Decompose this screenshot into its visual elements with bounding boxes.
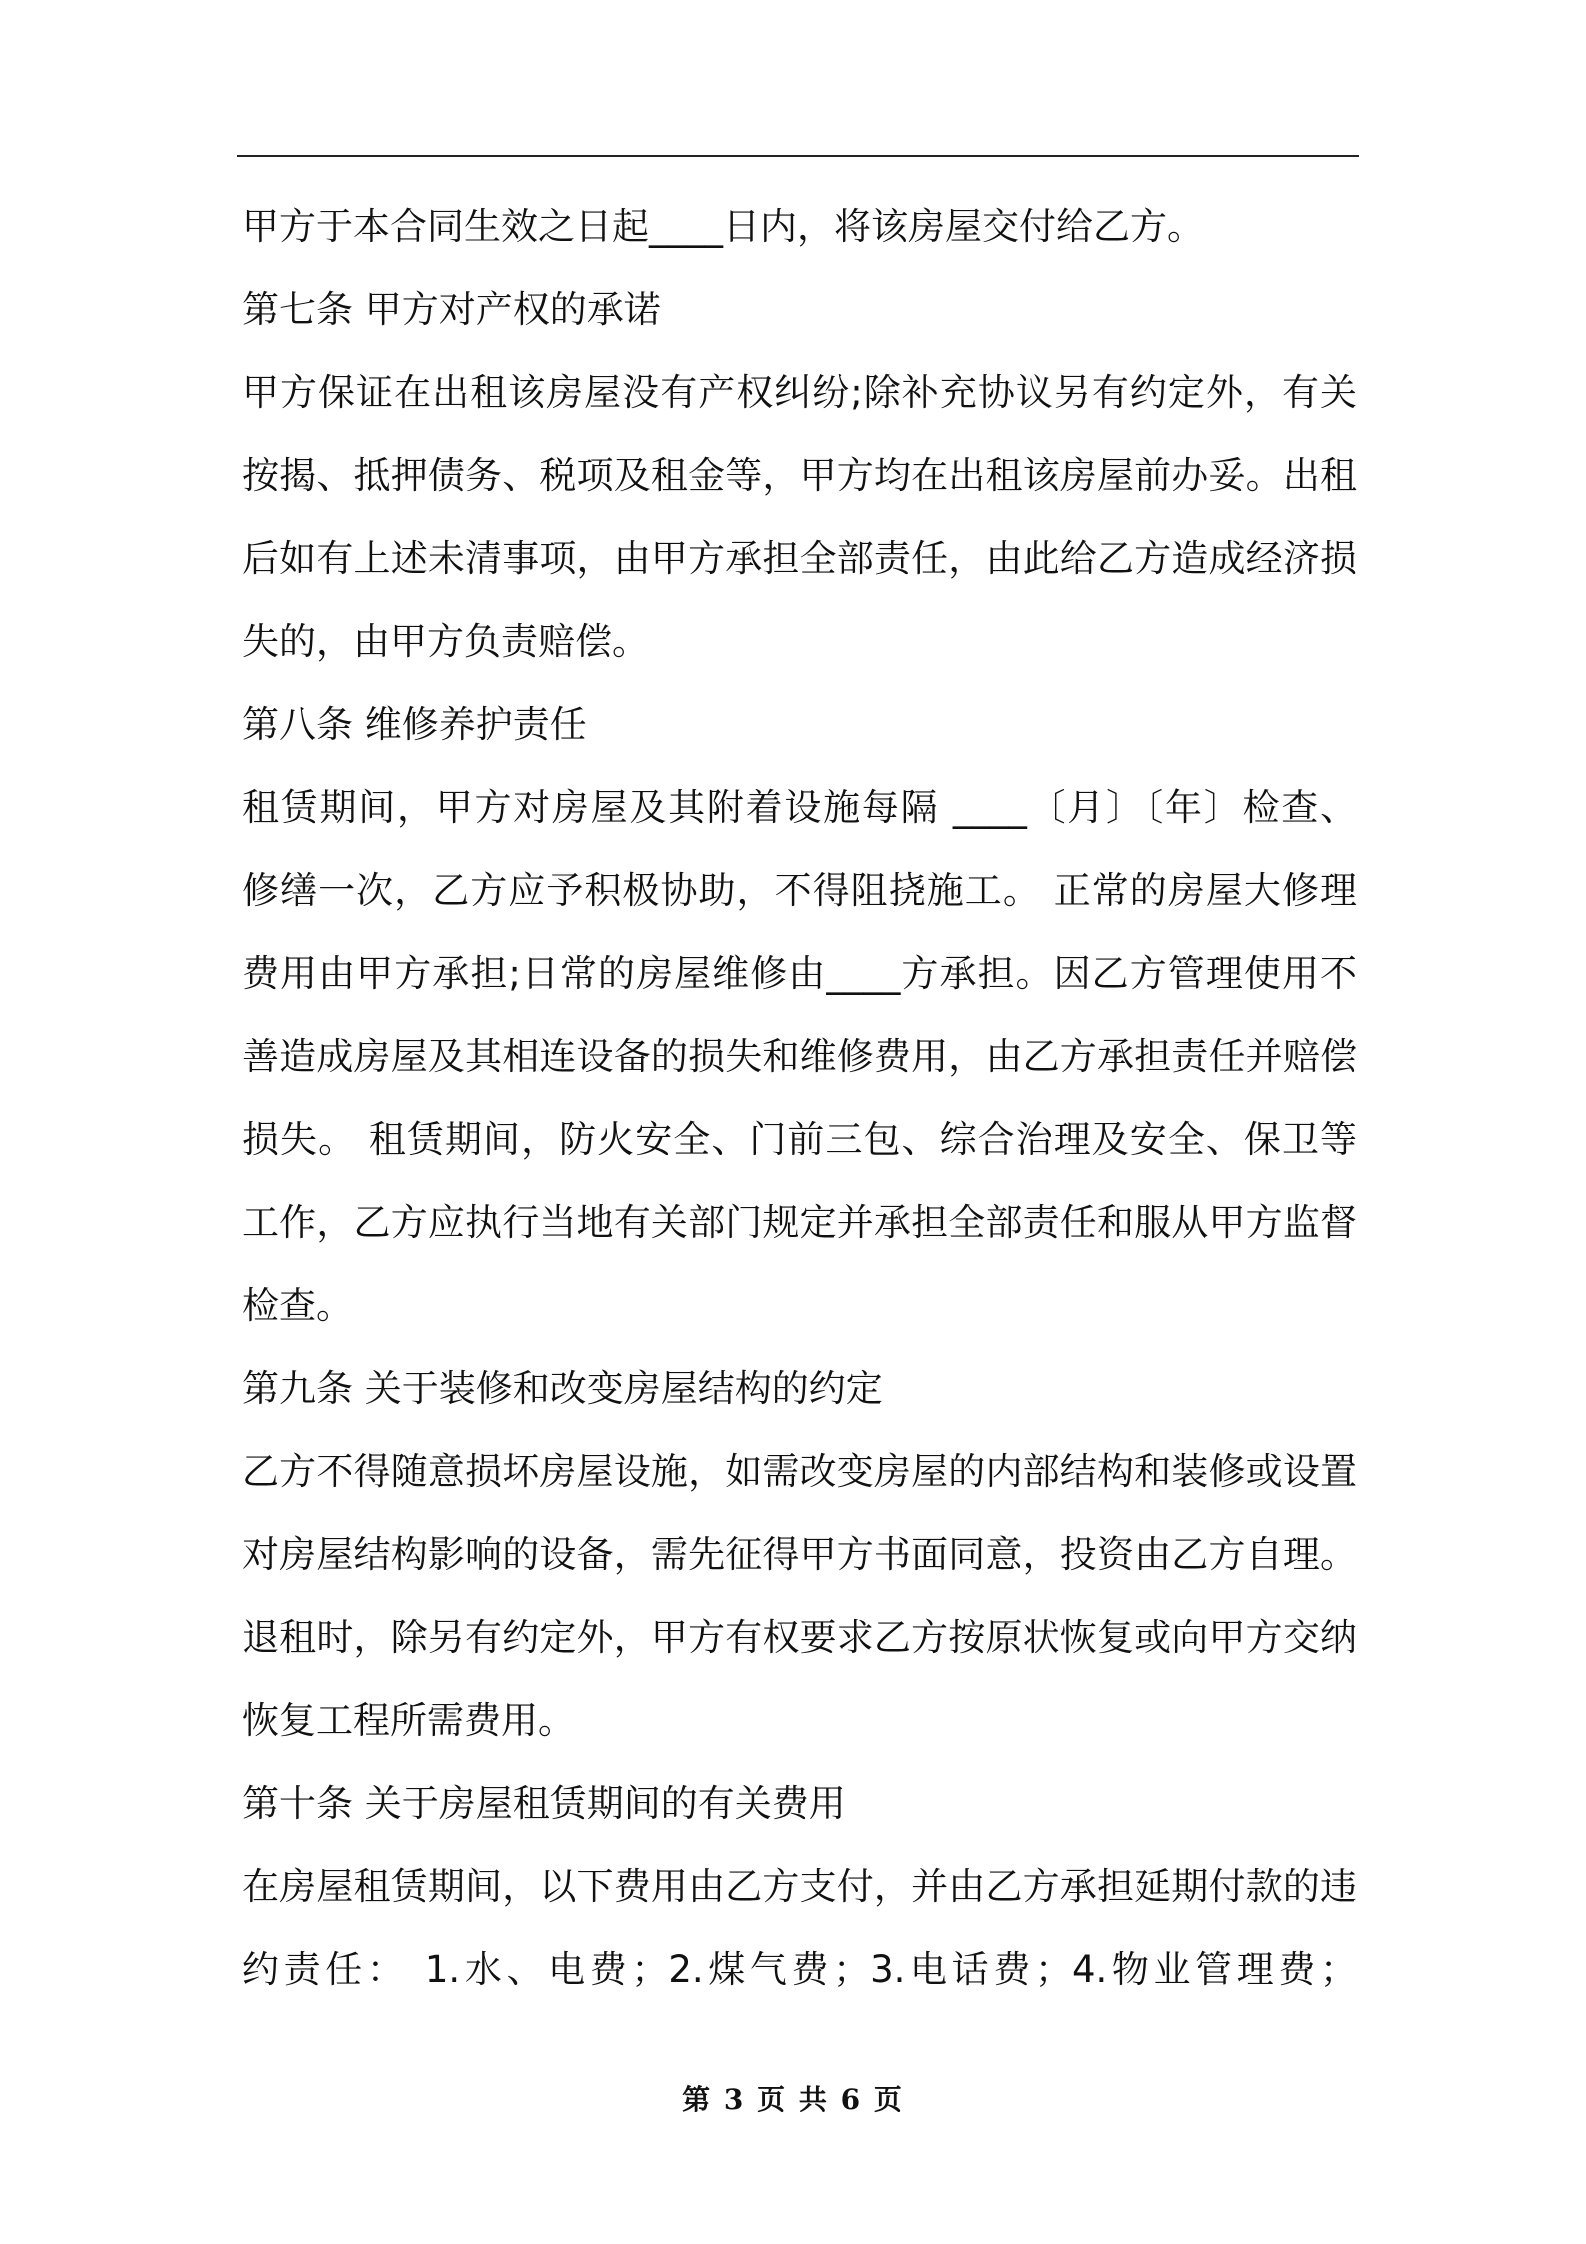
article-heading: 第十条 关于房屋租赁期间的有关费用 [242, 1782, 846, 1825]
text-line: 甲方保证在出租该房屋没有产权纠纷;除补充协议另有约定外，有关 [242, 371, 1357, 414]
text-line: 乙方不得随意损坏房屋设施，如需改变房屋的内部结构和装修或设置 [242, 1450, 1357, 1493]
text-line: 检查。 [242, 1284, 353, 1327]
article-heading: 第八条 维修养护责任 [242, 703, 587, 746]
page-number: 第 3 页 共 6 页 [682, 2083, 904, 2116]
text-line: 租赁期间，甲方对房屋及其附着设施每隔 ____〔月〕〔年〕检查、 [242, 786, 1357, 829]
text-line: 失的，由甲方负责赔偿。 [242, 620, 649, 663]
text-line: 退租时，除另有约定外，甲方有权要求乙方按原状恢复或向甲方交纳 [242, 1616, 1357, 1659]
text-line: 损失。 租赁期间，防火安全、门前三包、综合治理及安全、保卫等 [242, 1118, 1357, 1161]
document-body [242, 185, 1357, 2011]
text-line: 善造成房屋及其相连设备的损失和维修费用，由乙方承担责任并赔偿 [242, 1035, 1357, 1078]
text-line: 后如有上述未清事项，由甲方承担全部责任，由此给乙方造成经济损 [242, 537, 1357, 580]
text-line: 工作，乙方应执行当地有关部门规定并承担全部责任和服从甲方监督 [242, 1201, 1357, 1244]
text-line: 修缮一次，乙方应予积极协助，不得阻挠施工。 正常的房屋大修理 [242, 869, 1357, 912]
text-line: 恢复工程所需费用。 [242, 1699, 575, 1742]
article-heading: 第九条 关于装修和改变房屋结构的约定 [242, 1367, 883, 1410]
text-line: 对房屋结构影响的设备，需先征得甲方书面同意，投资由乙方自理。 [242, 1533, 1357, 1576]
article-heading: 第七条 甲方对产权的承诺 [242, 288, 661, 331]
text-line: 费用由甲方承担;日常的房屋维修由____方承担。因乙方管理使用不 [242, 952, 1357, 995]
header-rule [237, 155, 1359, 157]
text-line: 甲方于本合同生效之日起____日内，将该房屋交付给乙方。 [242, 205, 1204, 248]
text-line: 在房屋租赁期间，以下费用由乙方支付，并由乙方承担延期付款的违 [242, 1865, 1357, 1908]
text-line: 约责任： 1.水、电费；2.煤气费；3.电话费；4.物业管理费； [242, 1948, 1357, 1991]
text-line: 按揭、抵押债务、税项及租金等，甲方均在出租该房屋前办妥。出租 [242, 454, 1357, 497]
